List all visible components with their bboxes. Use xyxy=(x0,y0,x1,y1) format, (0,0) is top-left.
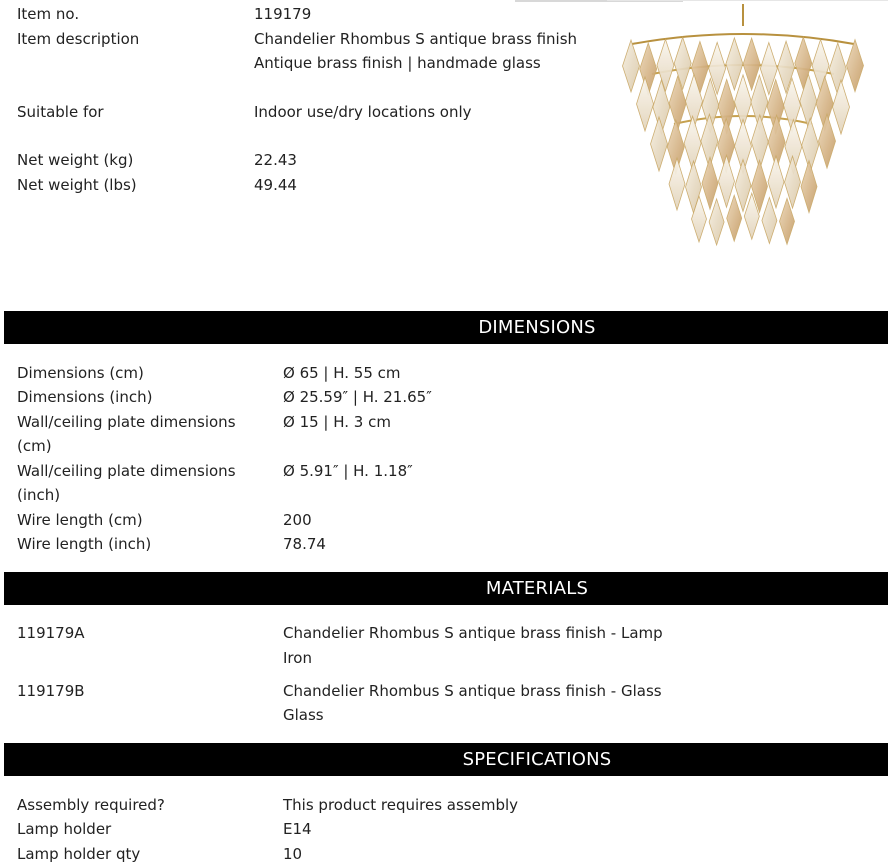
wire-length-inch-value: 78.74 xyxy=(283,535,326,553)
glass-piece xyxy=(684,116,701,170)
dimensions-inch-value: Ø 25.59″ | H. 21.65″ xyxy=(283,388,432,406)
dimensions-header xyxy=(4,311,888,344)
dimensions-cm-label: Dimensions (cm) xyxy=(17,364,144,382)
item-no-value: 119179 xyxy=(254,5,312,23)
glass-piece xyxy=(819,114,836,168)
glass-piece xyxy=(829,43,846,95)
lamp-holder-qty-value: 10 xyxy=(283,845,303,863)
glass-piece xyxy=(719,155,735,207)
wire-length-inch-label: Wire length (inch) xyxy=(17,535,152,553)
materials-header xyxy=(4,572,888,605)
item-description-label: Item description xyxy=(17,30,140,48)
material-b-material: Glass xyxy=(283,706,324,724)
specifications-title: SPECIFICATIONS xyxy=(462,749,612,770)
wire-length-cm-label: Wire length (cm) xyxy=(17,511,143,529)
item-description-line2: Antique brass finish | handmade glass xyxy=(254,54,541,72)
lamp-holder-qty-label: Lamp holder qty xyxy=(17,845,141,863)
lamp-holder-value: E14 xyxy=(283,820,312,838)
dimensions-title: DIMENSIONS xyxy=(478,317,596,338)
lamp-holder-label: Lamp holder xyxy=(17,820,112,838)
suitable-for-value: Indoor use/dry locations only xyxy=(254,103,472,121)
glass-piece xyxy=(657,39,674,91)
chandelier-image xyxy=(612,4,874,262)
suitable-for-label: Suitable for xyxy=(17,103,104,121)
plate-dimensions-cm-label: Wall/ceiling plate dimensions (cm) xyxy=(17,413,236,455)
material-b-description: Chandelier Rhombus S antique brass finish - Glass xyxy=(283,682,662,700)
net-weight-lbs-label: Net weight (lbs) xyxy=(17,176,137,194)
item-no-label: Item no. xyxy=(17,5,80,23)
material-a-description: Chandelier Rhombus S antique brass finish - Lamp xyxy=(283,624,663,642)
plate-dimensions-inch-value: Ø 5.91″ | H. 1.18″ xyxy=(283,462,413,480)
material-a-code: 119179A xyxy=(17,624,85,642)
material-a-material: Iron xyxy=(283,649,312,667)
top-divider-right xyxy=(607,0,888,1)
glass-piece xyxy=(801,161,817,213)
material-b-code: 119179B xyxy=(17,682,85,700)
glass-piece xyxy=(833,80,850,134)
dimensions-inch-label: Dimensions (inch) xyxy=(17,388,153,406)
glass-piece xyxy=(669,158,685,210)
net-weight-kg-label: Net weight (kg) xyxy=(17,151,134,169)
plate-dimensions-inch-label: Wall/ceiling plate dimensions (inch) xyxy=(17,462,236,504)
glass-piece xyxy=(847,40,864,92)
glass-piece xyxy=(727,195,742,241)
materials-title: MATERIALS xyxy=(485,578,589,599)
wire-length-cm-value: 200 xyxy=(283,511,312,529)
assembly-required-label: Assembly required? xyxy=(17,796,165,814)
glass-piece xyxy=(623,40,640,92)
net-weight-lbs-value: 49.44 xyxy=(254,176,297,194)
glass-piece xyxy=(651,117,668,171)
assembly-required-value: This product requires assembly xyxy=(283,796,519,814)
specifications-header xyxy=(4,743,888,776)
net-weight-kg-value: 22.43 xyxy=(254,151,297,169)
item-description-line1: Chandelier Rhombus S antique brass finish xyxy=(254,30,578,48)
dimensions-cm-value: Ø 65 | H. 55 cm xyxy=(283,364,401,382)
plate-dimensions-cm-value: Ø 15 | H. 3 cm xyxy=(283,413,391,431)
